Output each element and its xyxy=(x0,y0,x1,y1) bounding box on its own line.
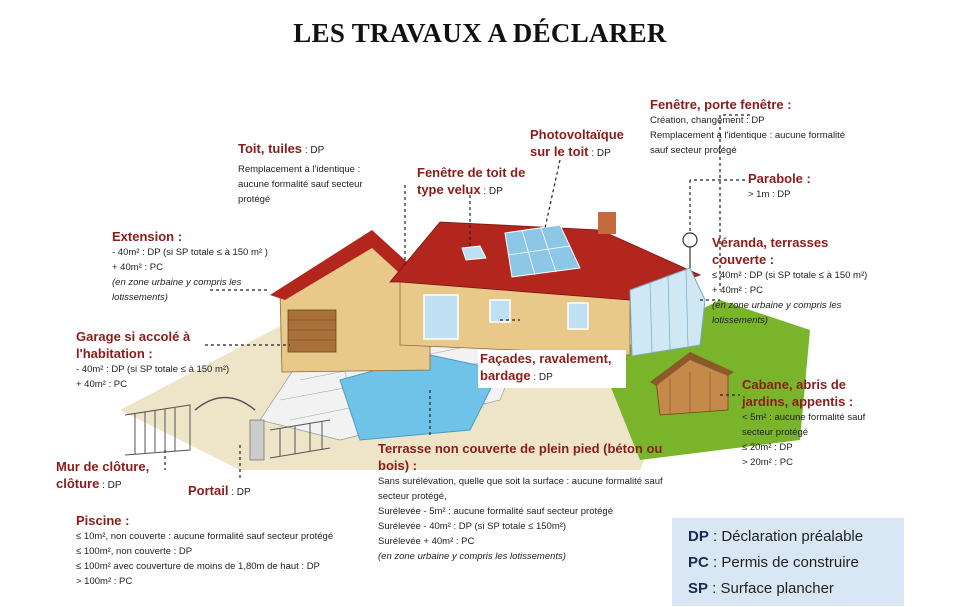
legend-item xyxy=(688,554,859,571)
piscine-line: ≤ 100m² avec couverture de moins de 1,80m de haut : DP xyxy=(76,561,320,572)
legend-item xyxy=(688,580,834,597)
legend-box xyxy=(672,518,904,606)
portail-code: : DP xyxy=(228,487,251,498)
terrasse-line: Surélevée - 5m² : aucune formalité sauf secteur protégé xyxy=(378,506,613,517)
cabane-line: ≤ 20m² : DP xyxy=(742,442,793,453)
extension-line: - 40m² : DP (si SP totale ≤ à 150 m² ) xyxy=(112,247,268,258)
label-piscine xyxy=(76,512,333,589)
cabane-line: > 20m² : PC xyxy=(742,457,793,468)
label-parabole xyxy=(748,170,811,202)
fenetre-line: Création, changement : DP xyxy=(650,115,765,126)
legend-text: : Déclaration préalable xyxy=(708,528,864,545)
terrasse-line: secteur protégé, xyxy=(378,491,447,502)
terrasse-note: (en zone urbaine y compris les lotissements) xyxy=(378,551,566,562)
label-veranda xyxy=(712,234,867,328)
veranda-heading-2: couverte : xyxy=(712,252,775,267)
toit-line: Remplacement à l'identique : xyxy=(238,164,361,175)
toit-line: aucune formalité sauf secteur xyxy=(238,179,363,190)
veranda-heading: Véranda, terrasses xyxy=(712,235,829,250)
extension-heading: Extension : xyxy=(112,229,183,244)
legend-text: : Surface plancher xyxy=(708,580,834,597)
facades-heading: Façades, ravalement, xyxy=(480,351,612,366)
legend-abbr: PC xyxy=(688,554,709,571)
label-facades xyxy=(478,350,626,388)
terrasse-heading: Terrasse non couverte de plein pied (béton ou xyxy=(378,441,663,456)
satellite-dish xyxy=(683,233,697,247)
house-window-2 xyxy=(568,303,588,329)
house-window xyxy=(490,300,510,322)
fenetre-line: sauf secteur protégé xyxy=(650,145,737,156)
garage-line: - 40m² : DP (si SP totale ≤ à 150 m²) xyxy=(76,364,230,375)
fenetre-line: Remplacement à l'identique : aucune formalité xyxy=(650,130,846,141)
toit-line: protégé xyxy=(238,194,271,205)
legend-text: : Permis de construire xyxy=(708,554,859,571)
facades-code: : DP xyxy=(530,372,553,383)
french-window xyxy=(424,295,458,339)
extension-note: (en zone urbaine y compris les xyxy=(112,277,242,288)
veranda-note: lotissements) xyxy=(712,315,768,326)
legend-abbr: SP xyxy=(688,580,709,597)
label-fenetre xyxy=(650,96,845,158)
cabane-line: secteur protégé xyxy=(742,427,809,438)
velux-heading-2: type velux xyxy=(417,182,481,197)
cabane-heading-2: jardins, appentis : xyxy=(742,394,854,409)
toit-code: : DP xyxy=(302,145,325,156)
photo-heading-2: sur le toit xyxy=(530,144,589,159)
cabane-line: < 5m² : aucune formalité sauf xyxy=(742,412,866,423)
facades-heading-2: bardage xyxy=(480,368,531,383)
label-velux xyxy=(417,164,525,200)
velux-code: : DP xyxy=(480,186,503,197)
gate-pillar xyxy=(250,420,264,460)
piscine-heading: Piscine : xyxy=(76,513,130,528)
parabole-line: > 1m : DP xyxy=(748,189,791,200)
legend-item xyxy=(688,528,863,545)
piscine-line: ≤ 100m², non couverte : DP xyxy=(76,546,193,557)
garage-line: + 40m² : PC xyxy=(76,379,127,390)
mur-heading-2: clôture xyxy=(56,476,100,491)
extension-note: lotissements) xyxy=(112,292,168,303)
label-terrasse xyxy=(378,440,663,564)
legend-abbr: DP xyxy=(688,528,709,545)
photo-code: : DP xyxy=(588,148,611,159)
terrasse-line: Surélevée - 40m² : DP (si SP totale ≤ 150m²) xyxy=(378,521,567,532)
label-cabane xyxy=(742,376,865,470)
terrasse-line: Surélevée + 40m² : PC xyxy=(378,536,475,547)
garage-heading-2: l'habitation : xyxy=(76,346,153,361)
terrasse-line: Sans surélévation, quelle que soit la surface : aucune formalité sauf xyxy=(378,476,663,487)
piscine-line: ≤ 10m², non couverte : aucune formalité sauf secteur protégé xyxy=(76,531,334,542)
label-mur-cloture xyxy=(56,458,149,494)
label-extension xyxy=(112,228,268,305)
piscine-line: > 100m² : PC xyxy=(76,576,133,587)
cabane-heading: Cabane, abris de xyxy=(742,377,847,392)
portail-heading: Portail xyxy=(188,483,229,498)
veranda-line: + 40m² : PC xyxy=(712,285,763,296)
garage-heading: Garage si accolé à xyxy=(76,329,191,344)
veranda-note: (en zone urbaine y compris les xyxy=(712,300,842,311)
terrasse-heading-2: bois) : xyxy=(378,458,417,473)
toit-heading: Toit, tuiles xyxy=(238,141,303,156)
label-photovoltaique xyxy=(530,126,624,162)
photo-heading: Photovoltaïque xyxy=(530,127,624,142)
parabole-heading: Parabole : xyxy=(748,171,811,186)
mur-code: : DP xyxy=(99,480,122,491)
garage-door xyxy=(288,310,336,352)
label-portail xyxy=(188,482,251,501)
fenetre-heading: Fenêtre, porte fenêtre : xyxy=(650,97,792,112)
extension-line: + 40m² : PC xyxy=(112,262,163,273)
veranda-line: ≤ 40m² : DP (si SP totale ≤ à 150 m²) xyxy=(712,270,868,281)
velux-heading: Fenêtre de toit de xyxy=(417,165,526,180)
mur-heading: Mur de clôture, xyxy=(56,459,150,474)
label-garage xyxy=(76,328,229,392)
chimney xyxy=(598,212,616,234)
label-toit xyxy=(238,140,363,207)
page-title: LES TRAVAUX A DÉCLARER xyxy=(293,18,667,48)
